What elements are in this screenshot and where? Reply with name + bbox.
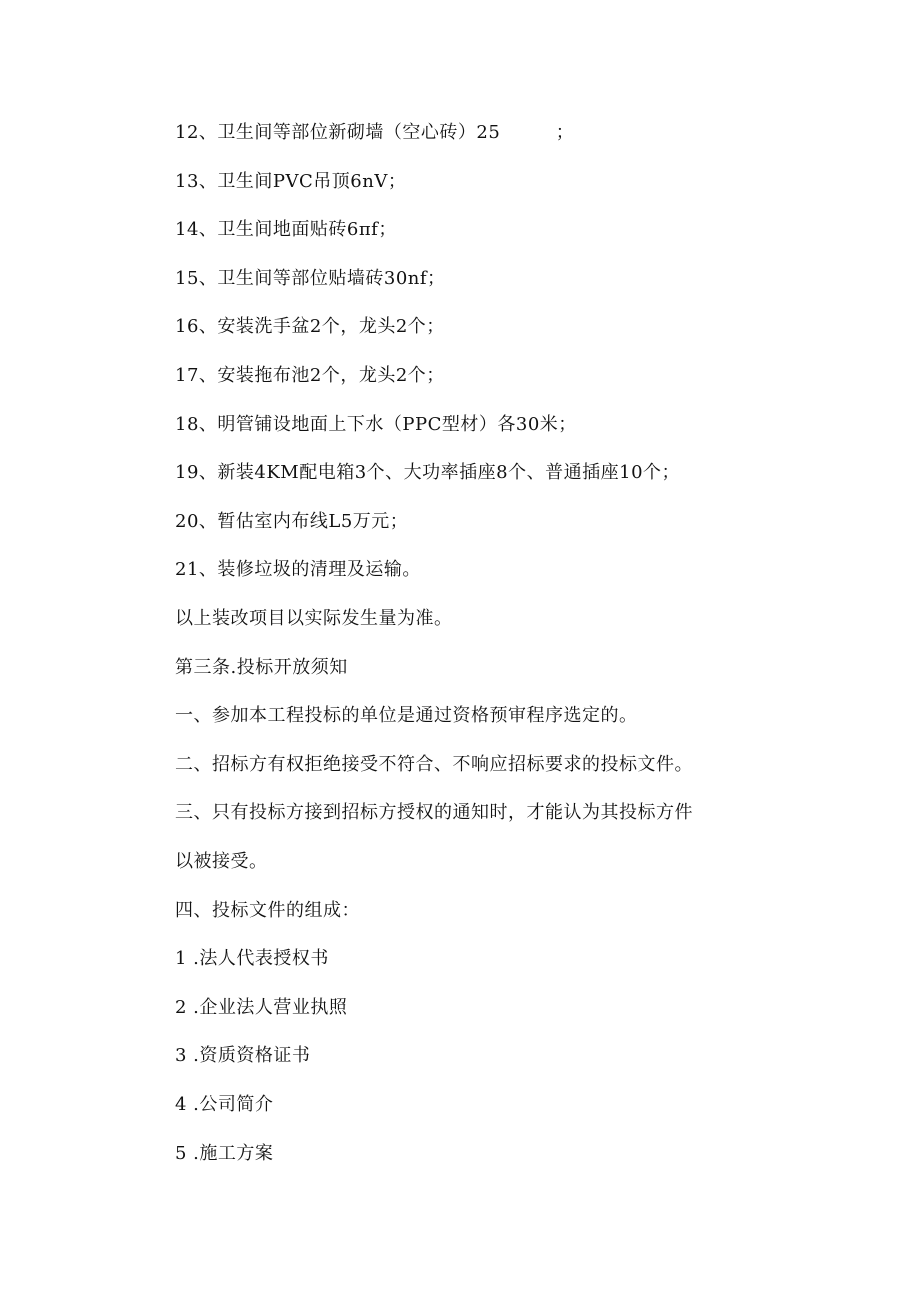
text-line: 12、卫生间等部位新砌墙（空心砖）25 ； (175, 122, 575, 143)
text-line: 19、新装4KM配电箱3个、大功率插座8个、普通插座10个； (175, 462, 681, 483)
text-line: 13、卫生间PVC吊顶6nV； (175, 171, 407, 192)
text-line: 15、卫生间等部位贴墙砖30nf； (175, 268, 446, 289)
text-line: 以上装改项目以实际发生量为准。 (175, 608, 453, 629)
text-line: 20、暂估室内布线L5万元； (175, 511, 409, 532)
list-item: 1 .法人代表授权书 (175, 948, 329, 969)
text-line: 二、招标方有权拒绝接受不符合、不响应招标要求的投标文件。 (175, 754, 693, 775)
text-line: 14、卫生间地面贴砖6πf； (175, 219, 397, 240)
list-item: 2 .企业法人营业执照 (175, 997, 348, 1018)
text-line: 四、投标文件的组成： (175, 900, 360, 921)
text-line: 三、只有投标方接到招标方授权的通知时，才能认为其投标方件 (175, 802, 693, 823)
text-line: 16、安装洗手盆2个，龙头2个； (175, 316, 445, 337)
text-line: 一、参加本工程投标的单位是通过资格预审程序选定的。 (175, 705, 638, 726)
text-line: 以被接受。 (175, 851, 268, 872)
list-item: 3 .资质资格证书 (175, 1045, 311, 1066)
list-item: 5 .施工方案 (175, 1143, 274, 1164)
list-item: 4 .公司简介 (175, 1094, 274, 1115)
text-line: 17、安装拖布池2个，龙头2个； (175, 365, 445, 386)
text-line: 21、装修垃圾的清理及运输。 (175, 559, 421, 580)
section-heading: 第三条.投标开放须知 (175, 657, 348, 678)
text-line: 18、明管铺设地面上下水（PPC型材）各30米； (175, 414, 577, 435)
